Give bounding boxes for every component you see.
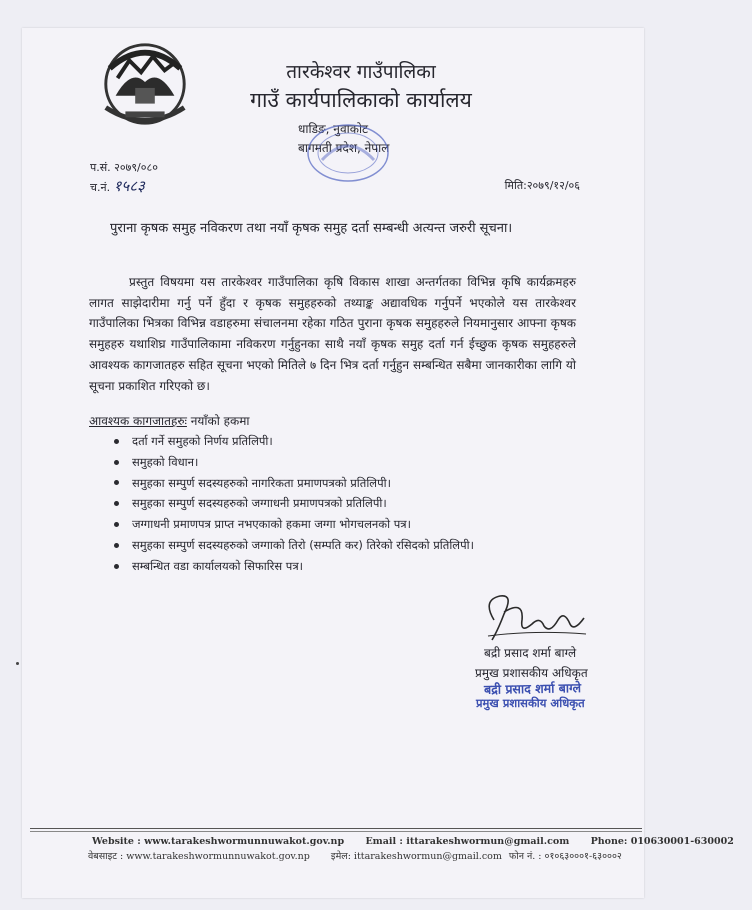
letter-body-text: प्रस्तुत विषयमा यस तारकेश्वर गाउँपालिका कृषि विकास शाखा अन्तर्गतका विभिन्न कृषि कार्यक्रमहरु लागत साझेदारीमा गर्नु पर्ने हुँदा र कृषक समुहहरुको तथ्याङ्क अद्यावधिक गर्नुपर्ने भएकोले यस तारकेश्वर गाउँपालिका भित्रका विभिन्न वडाहरुमा संचालनमा रहेका गठित पुराना कृषक समुहहरुले नियमानुसार आफ्ना कृषक समुहहरु यथाशिघ्र गाउँपालिकामा नविकरण गर्नुहुनका साथै नयाँ कृषक समुह दर्ता गर्न ईच्छुक कृषक समुहहरुले आवश्यक कागजातहरु सहित सूचना भएको मितिले ७ दिन भित्र दर्ता गर्नुहुन सम्बन्धित सबैमा जानकारीका लागि यो सूचना प्रकाशित गरिएको छ। xyxy=(89,275,576,393)
footer-email: Email : ittarakeshwormun@gmail.com xyxy=(365,836,570,847)
list-item: जग्गाधनी प्रमाणपत्र प्राप्त नभएकाको हकमा जग्गा भोगचलनको पत्र। xyxy=(114,514,474,535)
dispatch-number-handwritten: १५८३ xyxy=(113,177,145,195)
list-item: समुहका सम्पुर्ण सदस्यहरुको जग्गाको तिरो (सम्पति कर) तिरेको रसिदको प्रतिलिपी। xyxy=(114,535,474,556)
footer-contact-np xyxy=(88,849,640,862)
footer-divider-secondary xyxy=(30,831,642,832)
letter-body xyxy=(89,272,576,396)
list-item: दर्ता गर्ने समुहको निर्णय प्रतिलिपी। xyxy=(114,431,474,452)
signatory-stamp-title: प्रमुख प्रशासकीय अधिकृत xyxy=(476,696,585,710)
bullet-icon xyxy=(114,460,119,465)
signatory-stamp-name: बद्री प्रसाद शर्मा बाग्ले xyxy=(483,680,582,697)
nepal-emblem-icon xyxy=(96,38,194,130)
org-name-line1: तारकेश्वर गाउँपालिका xyxy=(286,61,436,83)
signatory-name: बद्री प्रसाद शर्मा बाग्ले xyxy=(484,646,577,660)
documents-heading xyxy=(89,412,250,429)
footer-website-np: वेबसाइट : www.tarakeshwormunnuwakot.gov.np xyxy=(88,851,310,862)
documents-list xyxy=(114,431,474,577)
bullet-icon xyxy=(114,522,119,527)
list-item: समुहको विधान। xyxy=(114,452,474,473)
signature-icon xyxy=(474,590,592,648)
footer-divider xyxy=(30,828,642,829)
footer-website: Website : www.tarakeshwormunnuwakot.gov.np xyxy=(92,836,345,847)
bullet-icon xyxy=(114,543,119,548)
list-item: सम्बन्धित वडा कार्यालयको सिफारिस पत्र। xyxy=(114,556,474,577)
documents-heading-label: आवश्यक कागजातहरुः xyxy=(89,414,187,428)
footer-contact-en xyxy=(92,836,752,847)
bullet-icon xyxy=(114,501,119,506)
letter-date: मिति:२०७९/१२/०६ xyxy=(504,179,580,192)
punch-mark xyxy=(16,662,19,665)
bullet-icon xyxy=(114,480,119,485)
dispatch-number xyxy=(90,176,145,196)
org-name-line2: गाउँ कार्यपालिकाको कार्यालय xyxy=(250,88,472,112)
fiscal-year-ref: प.सं. २०७९/०८० xyxy=(90,161,158,174)
documents-heading-suffix: नयाँको हकमा xyxy=(190,414,250,428)
letter-subject: पुराना कृषक समुह नविकरण तथा नयाँ कृषक समुह दर्ता सम्बन्धी अत्यन्त जरुरी सूचना। xyxy=(110,221,513,236)
footer-phone: Phone: 010630001-630002 xyxy=(590,836,734,847)
office-stamp-icon xyxy=(302,122,394,184)
bullet-icon xyxy=(114,439,119,444)
org-province: बागमती प्रदेश, नेपाल xyxy=(298,141,390,155)
list-item: समुहका सम्पुर्ण सदस्यहरुको जग्गाधनी प्रमाणपत्रको प्रतिलिपी। xyxy=(114,493,474,514)
org-district: धाडिङ, नुवाकोट xyxy=(298,122,369,136)
footer-email-np: इमेल: ittarakeshwormun@gmail.com xyxy=(330,851,502,862)
footer-phone-np: फोन नं. : ०१०६३०००१-६३०००२ xyxy=(508,851,622,862)
signatory-title: प्रमुख प्रशासकीय अधिकृत xyxy=(475,666,588,680)
dispatch-label: च.नं. xyxy=(90,181,111,194)
list-item: समुहका सम्पुर्ण सदस्यहरुको नागरिकता प्रमाणपत्रको प्रतिलिपी। xyxy=(114,473,474,494)
bullet-icon xyxy=(114,564,119,569)
